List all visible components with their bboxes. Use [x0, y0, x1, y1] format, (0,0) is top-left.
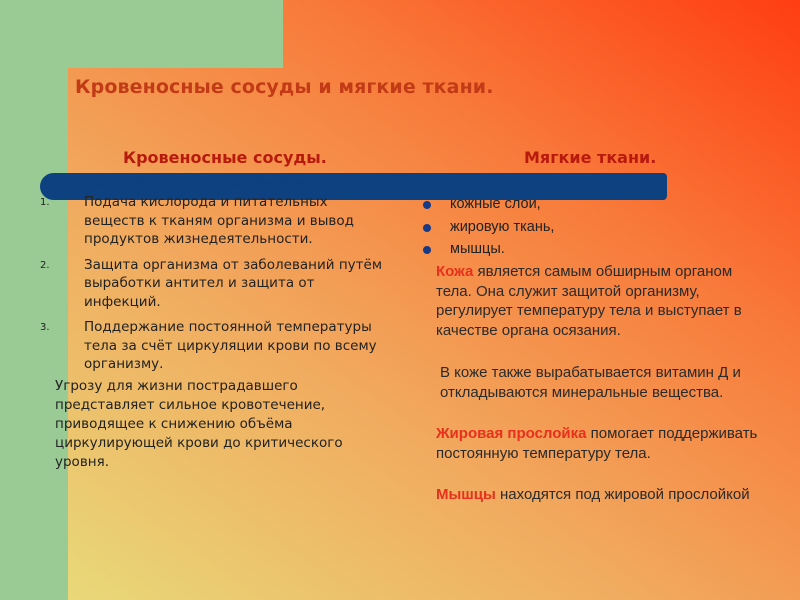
list-item-text: кожные слои,	[450, 196, 541, 212]
left-column-heading: Кровеносные сосуды.	[123, 148, 327, 167]
list-item	[40, 318, 385, 374]
list-item-text: мышцы.	[450, 241, 505, 257]
muscles-highlight: Мышцы	[436, 486, 496, 503]
list-item	[420, 238, 554, 261]
list-item	[40, 193, 385, 249]
list-number: 2.	[40, 259, 50, 271]
right-column-heading: Мягкие ткани.	[524, 148, 657, 167]
fat-layer-paragraph	[436, 424, 766, 463]
list-item	[420, 216, 554, 239]
fat-layer-highlight: Жировая прослойка	[436, 425, 587, 442]
skin-highlight: Кожа	[436, 263, 474, 280]
list-item	[40, 256, 385, 312]
fat-layer-text: помогает поддерживать постоянную температуру тела.	[436, 425, 758, 462]
blue-bar-text: Кровь выполняет три основные функции:	[52, 176, 318, 190]
list-item-text: Защита организма от заболеваний путём выработки антител и защита от инфекций.	[84, 256, 383, 310]
list-item	[420, 193, 554, 216]
blood-functions-list	[40, 193, 385, 381]
muscles-text: находятся под жировой прослойкой	[495, 486, 750, 503]
green-top-band	[0, 0, 283, 68]
vitamin-text: В коже также вырабатывается витамин Д и откладываются минеральные вещества.	[440, 364, 741, 401]
bullet-icon	[423, 246, 431, 254]
skin-text: является самым обширным органом тела. Она служит защитой организму, регулирует температуру тела и выступает в качестве органа осязания.	[436, 263, 742, 339]
bullet-icon	[423, 224, 431, 232]
list-item-text: Подача кислорода и питательных веществ к тканям организма и вывод продуктов жизнедеятельности.	[84, 194, 354, 247]
muscles-paragraph	[436, 485, 766, 505]
skin-paragraph	[436, 262, 766, 340]
list-number: 3.	[40, 322, 50, 333]
bullet-icon	[423, 201, 431, 209]
vitamin-paragraph	[440, 363, 770, 402]
bleeding-threat-paragraph: Угрозу для жизни пострадавшего представляет сильное кровотечение, приводящее к снижению объёма циркулирующей крови до критического уровня.	[55, 378, 343, 470]
list-item-text: жировую ткань,	[450, 218, 555, 235]
list-item-text: Поддержание постоянной температуры тела за счёт циркуляции крови по всему организму.	[84, 319, 377, 372]
slide-title: Кровеносные сосуды и мягкие ткани.	[75, 76, 494, 98]
soft-tissue-list	[420, 193, 554, 261]
list-number: 1.	[40, 197, 50, 208]
